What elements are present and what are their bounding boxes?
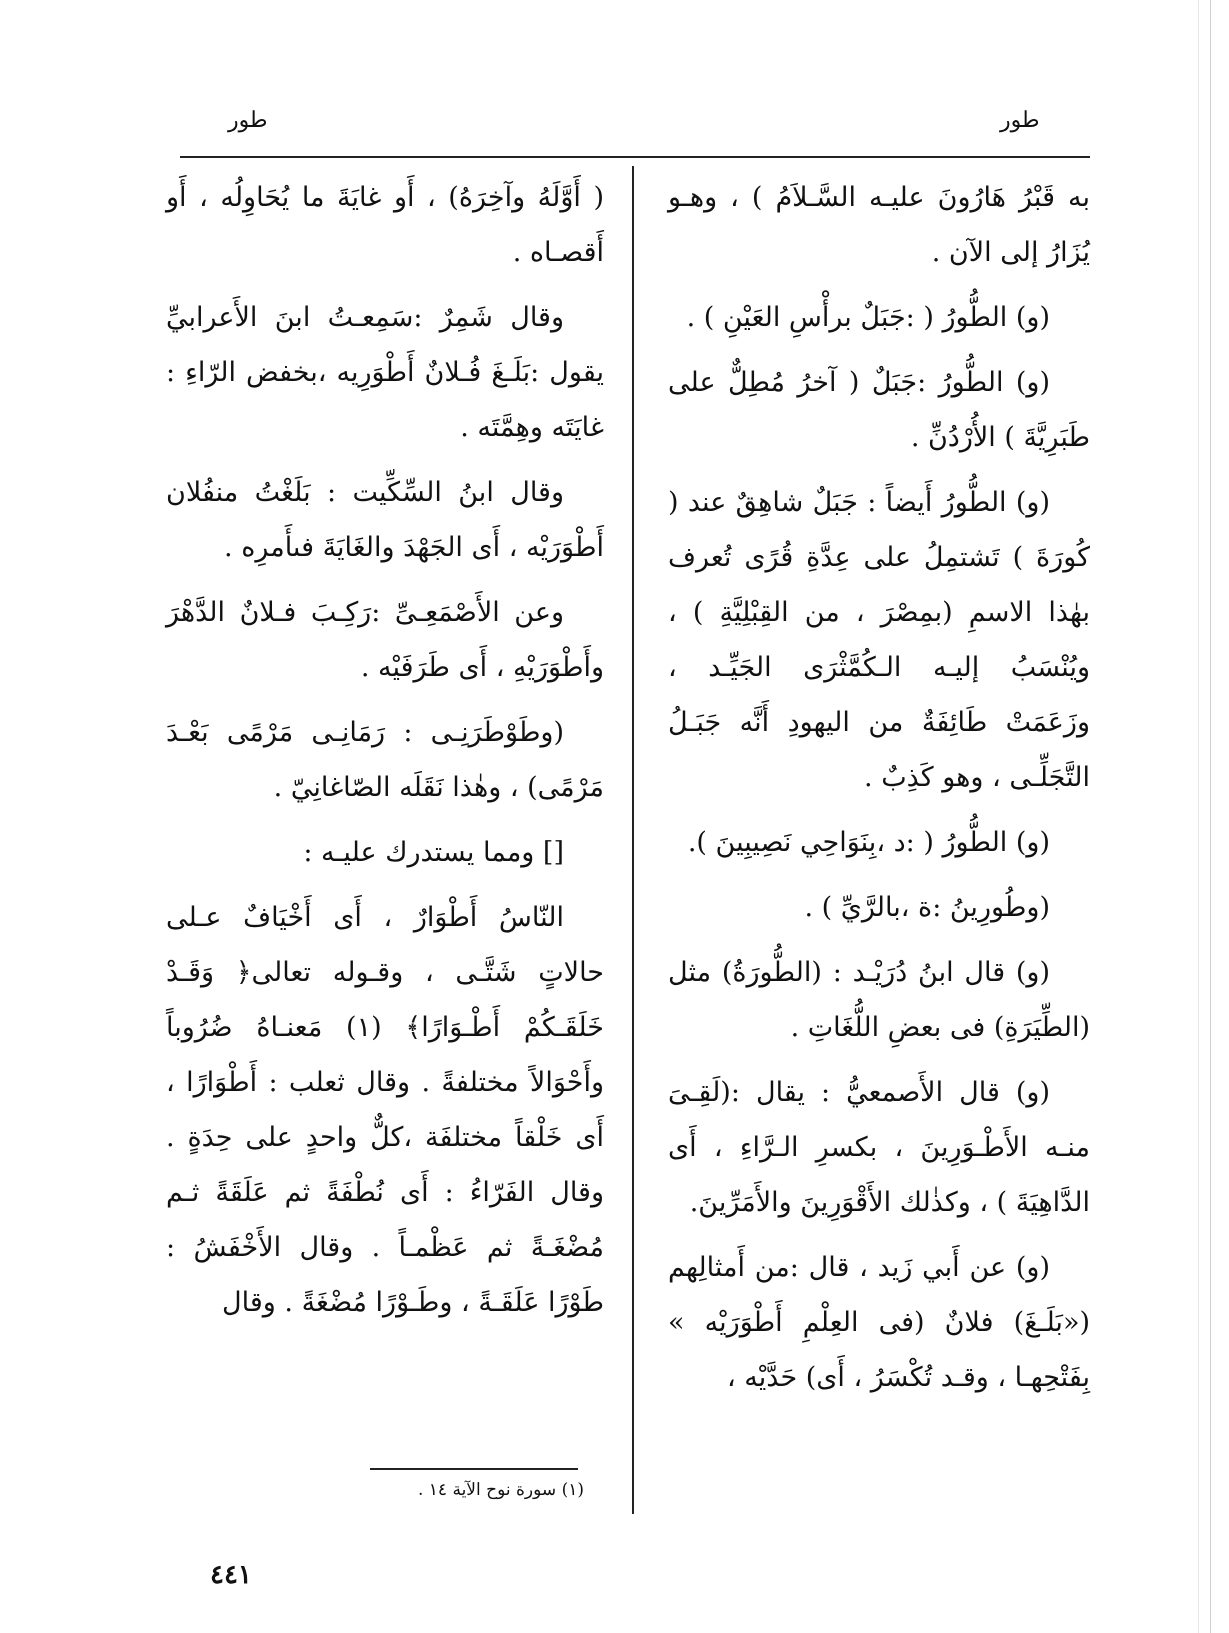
page-number: ٤٤١ [210, 1560, 252, 1590]
paragraph: (و) الطُّورُ أَيضاً : جَبَلٌ شاهِقٌ عند ( كُورَةَ ) تَشتمِلُ على عِدَّةِ قُرًى تُعرف بهٰذا الاسمِ (بمِصْرَ ، من القِبْلِيَّةِ ) ، ويُنْسَبُ إليـه الـكُمَّثْرَى الجَيِّـد ، وزَعَمَتْ طَائِفَةٌ من اليهودِ أَنَّه جَبَـلُ التَّجَلِّـى ، وهو كَذِبٌ . [668, 487, 1090, 793]
column-divider [632, 166, 634, 1514]
paragraph: (و) الطُّورُ ( :جَبَلٌ برأْسِ العَيْنِ ) . [686, 302, 1050, 333]
paragraph: وقال شَمِرٌ :سَمِعـتُ ابنَ الأَعرابيِّ يقول :بَلَـغَ فُـلانٌ أَطْوَرِيه ،بخفض الرّاءِ : غايَتَه وهِمَّتَه . [166, 302, 604, 443]
paragraph: به قَبْرُ هَارُونَ عليـه السَّـلاَمُ ) ، وهـو يُزَارُ إلى الآن . [668, 182, 1090, 268]
paragraph: (و) قال الأَصمعيُّ : يقال :(لَقِـىَ منـه الأَطْـوَرِينَ ، بكسرِ الـرَّاءِ ، أَى الدَّاهِيَةَ ) ، وكذٰلك الأَقْوَرِينَ والأَمَرِّينَ. [668, 1077, 1090, 1218]
paragraph: (و) الطُّورُ ( :د ،بِنَوَاحِي نَصِيبِينَ ). [687, 827, 1050, 858]
left-column [166, 170, 604, 1340]
running-head-left: طور [228, 108, 268, 133]
paragraph: وقال ابنُ السِّكِّيت : بَلَغْتُ منفُلان أَطْوَرَيْه ، أَى الجَهْدَ والغَايَةَ فىأَمرِه . [166, 477, 604, 563]
paragraph: النّاسُ أَطْوَارٌ ، أَى أَخْيَافٌ عـلى حالاتٍ شَتَّـى ، وقـوله تعالى﴿ وَقَـدْ خَلَقَـكُمْ أَطْـوَارًا﴾ (١) مَعنـاهُ ضُرُوباً وأَحْوَالاً مختلفةً . وقال ثعلب : أَطْوَارًا ، أَى خَلْقاً مختلفَة ،كلٌّ واحدٍ على حِدَةٍ . وقال الفَرّاءُ : أَى نُطْفَةً ثم عَلَقَةً ثـم مُضْغَـةً ثم عَظْمـاً . وقال الأَخْفَشُ : طَوْرًا عَلَقَـةً ، وطَـوْرًا مُضْغَةً . وقال [166, 902, 604, 1318]
running-head-right: طور [1000, 108, 1040, 133]
footnote: (١) سورة نوح الآية ١٤ . [417, 1480, 584, 1500]
header-rule [180, 156, 1090, 158]
paragraph: ( أَوَّلَهُ وآخِرَهُ) ، أَو غايَةَ ما يُحَاوِلُه ، أَو أَقصـاه . [166, 182, 604, 268]
scan-edge-line [1198, 0, 1199, 1633]
paragraph: (و) الطُّورُ :جَبَلٌ ( آخرُ مُطِلٌّ على طَبَرِيَّةَ ) الأُرْدُنِّ . [668, 367, 1090, 453]
footnote-rule [370, 1468, 578, 1470]
paragraph: (و) عن أَبي زَيد ، قال :من أَمثالِهم («بَلَـغَ) فلانٌ (فى العِلْمِ أَطْوَرَيْه » بِفَتْحِهـا ، وقـد تُكْسَرُ ، أَى) حَدَّيْه ، [668, 1252, 1090, 1393]
section-heading: [] ومما يستدرك عليـه : [303, 837, 564, 868]
paragraph: (وطَوْطَرَنِـى : رَمَانِـى مَرْمًى بَعْـدَ مَرْمًى) ، وهٰذا نَقَلَه الصّاغانِيّ . [166, 717, 604, 803]
paragraph: (و) قال ابنُ دُرَيْـد : (الطُّورَةُ) مثل (الطِّيَرَةِ) فى بعضِ اللُّغَاتِ . [668, 957, 1090, 1043]
paragraph: وعن الأَصْمَعِـىِّ :رَكِـبَ فـلانٌ الدَّهْرَ وأَطْوَرَيْهِ ، أَى طَرَفَيْه . [166, 597, 604, 683]
paragraph: (وطُورِينُ :ة ،بالرَّيِّ ) . [804, 892, 1050, 923]
scan-edge-line [1210, 0, 1211, 1633]
right-column [668, 170, 1090, 1415]
